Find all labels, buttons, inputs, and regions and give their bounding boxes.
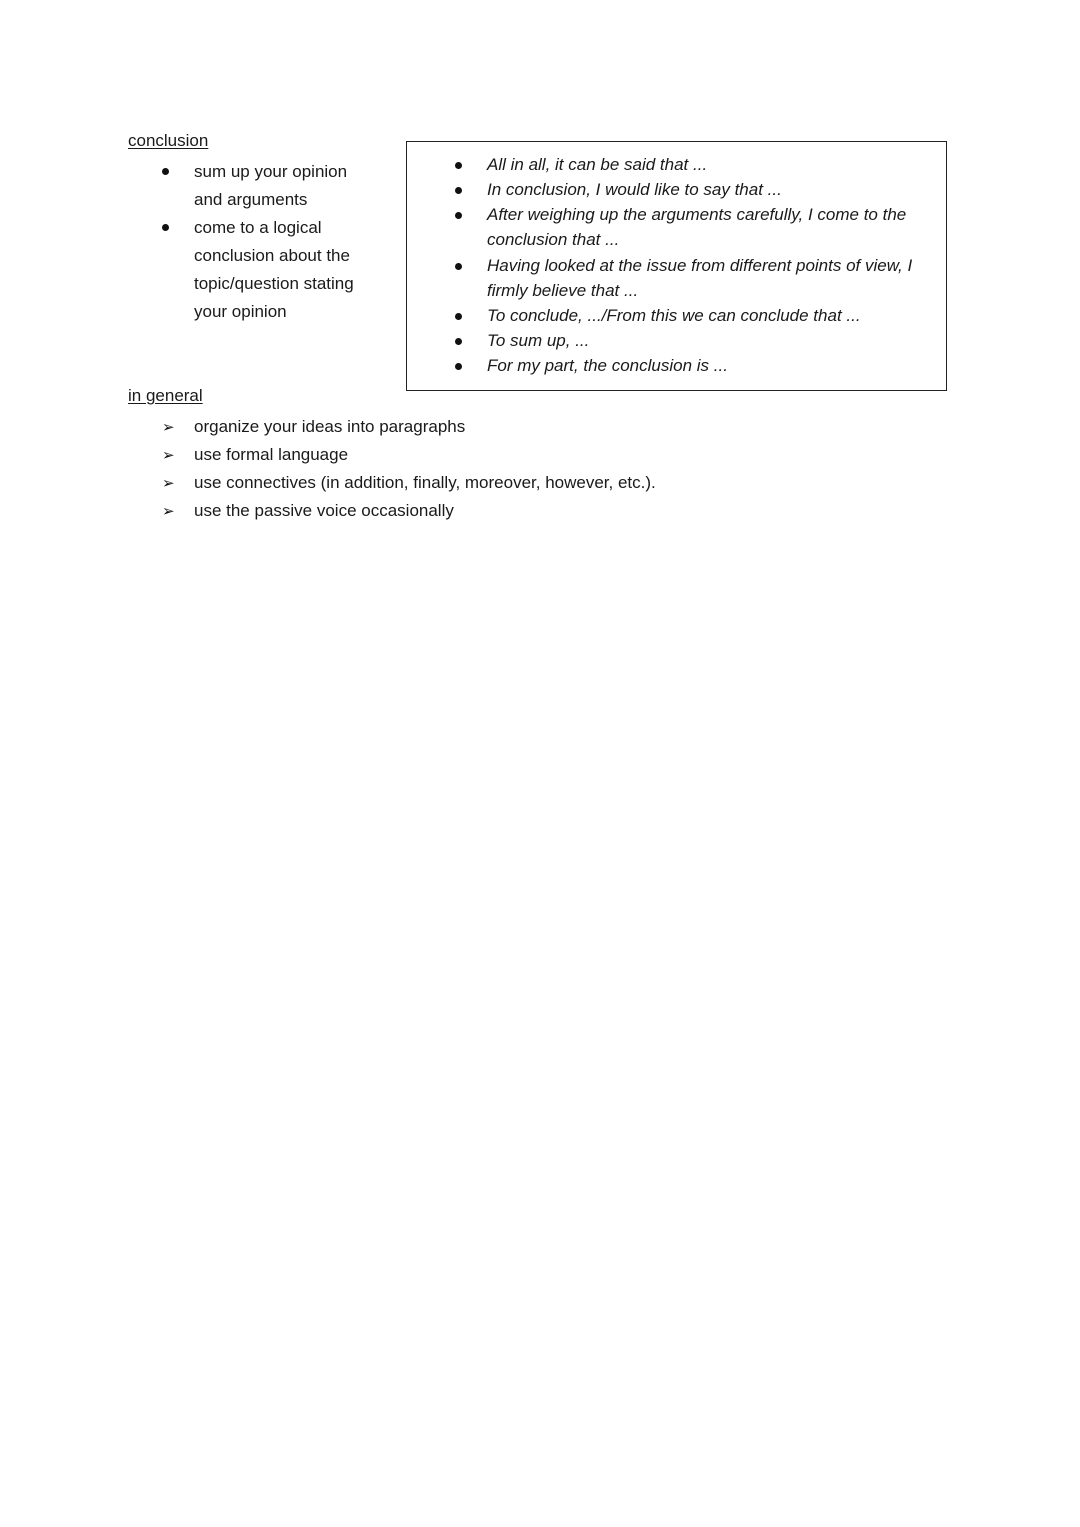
bullet-icon bbox=[455, 187, 462, 194]
bullet-icon bbox=[455, 263, 462, 270]
useful-phrase: In conclusion, I would like to say that ... bbox=[487, 180, 782, 199]
list-item bbox=[162, 469, 656, 497]
useful-phrases-box bbox=[406, 141, 947, 391]
bullet-icon bbox=[162, 168, 169, 175]
list-item bbox=[455, 177, 915, 202]
list-item bbox=[455, 303, 915, 328]
list-item bbox=[455, 152, 915, 177]
bullet-icon bbox=[162, 224, 169, 231]
general-tip: use connectives (in addition, finally, moreover, however, etc.). bbox=[194, 473, 656, 492]
list-item bbox=[455, 328, 915, 353]
arrow-bullet-icon: ➢ bbox=[162, 502, 175, 520]
bullet-icon bbox=[455, 338, 462, 345]
useful-phrase: To sum up, ... bbox=[487, 331, 590, 350]
useful-phrases-list bbox=[455, 152, 915, 378]
bullet-icon bbox=[455, 313, 462, 320]
list-item bbox=[455, 202, 915, 252]
arrow-bullet-icon: ➢ bbox=[162, 446, 175, 464]
conclusion-heading: conclusion bbox=[128, 131, 209, 150]
conclusion-point: sum up your opinion and arguments bbox=[194, 162, 348, 209]
general-tip: use formal language bbox=[194, 445, 349, 464]
general-tips-list bbox=[162, 413, 656, 525]
useful-phrase: After weighing up the arguments carefully, I come to the conclusion that ... bbox=[487, 205, 907, 249]
useful-phrase: All in all, it can be said that ... bbox=[487, 155, 708, 174]
useful-phrase: Having looked at the issue from different points of view, I firmly believe that ... bbox=[487, 256, 913, 300]
useful-phrase: For my part, the conclusion is ... bbox=[487, 356, 728, 375]
conclusion-points-list bbox=[160, 158, 390, 326]
general-tip: use the passive voice occasionally bbox=[194, 501, 454, 520]
arrow-bullet-icon: ➢ bbox=[162, 418, 175, 436]
general-tip: organize your ideas into paragraphs bbox=[194, 417, 466, 436]
list-item bbox=[160, 214, 390, 326]
conclusion-point: come to a logical conclusion about the topic/question stating your opinion bbox=[194, 218, 354, 321]
bullet-icon bbox=[455, 212, 462, 219]
list-item bbox=[162, 413, 656, 441]
bullet-icon bbox=[455, 162, 462, 169]
bullet-icon bbox=[455, 363, 462, 370]
list-item bbox=[162, 497, 656, 525]
list-item bbox=[160, 158, 390, 214]
useful-phrase: To conclude, .../From this we can conclude that ... bbox=[487, 306, 861, 325]
in-general-heading: in general bbox=[128, 386, 203, 405]
list-item bbox=[455, 353, 915, 378]
list-item bbox=[162, 441, 656, 469]
list-item bbox=[455, 253, 915, 303]
arrow-bullet-icon: ➢ bbox=[162, 474, 175, 492]
